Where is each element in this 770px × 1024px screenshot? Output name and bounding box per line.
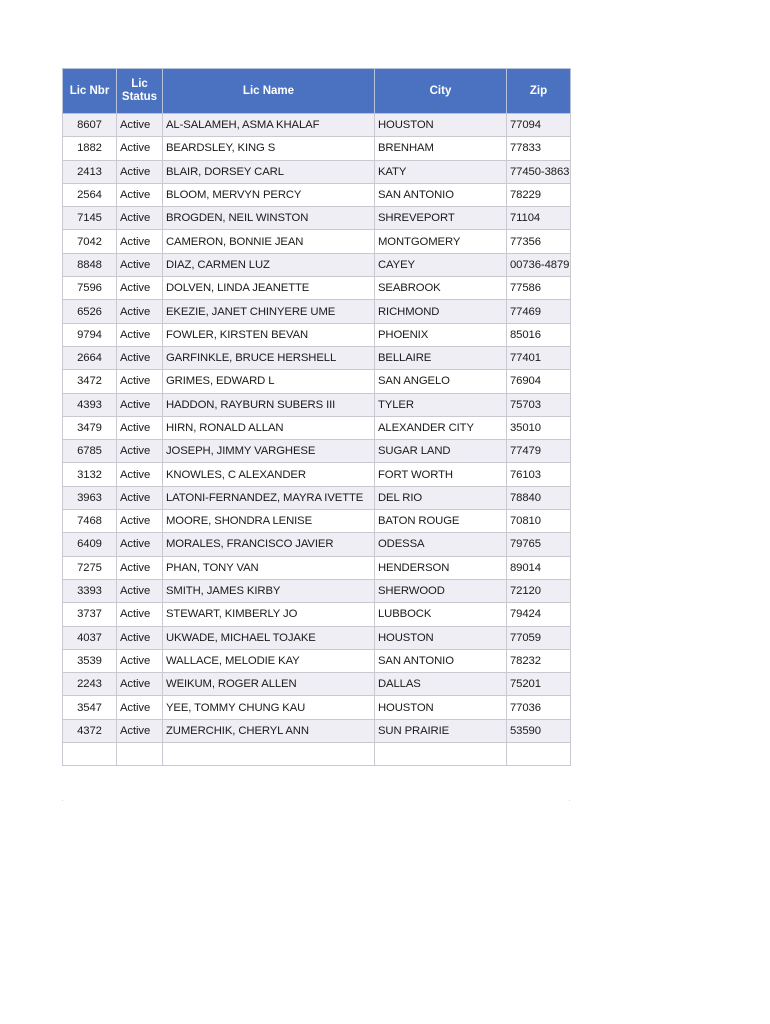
cell-city: LUBBOCK: [375, 603, 507, 626]
table-row: [63, 579, 571, 602]
cell-lic-status: Active: [117, 207, 163, 230]
cell-city: HOUSTON: [375, 696, 507, 719]
table-row: [63, 603, 571, 626]
cell-lic-name: ZUMERCHIK, CHERYL ANN: [163, 719, 375, 742]
cell-lic-name: BEARDSLEY, KING S: [163, 137, 375, 160]
empty-cell: [63, 743, 117, 766]
table-row: [63, 533, 571, 556]
cell-zip: 75703: [507, 393, 571, 416]
cell-lic-nbr: 3472: [63, 370, 117, 393]
cell-city: RICHMOND: [375, 300, 507, 323]
table-row: [63, 393, 571, 416]
footer-mark-right: [569, 800, 570, 801]
cell-lic-nbr: 3393: [63, 579, 117, 602]
cell-lic-status: Active: [117, 696, 163, 719]
cell-lic-status: Active: [117, 673, 163, 696]
cell-zip: 76904: [507, 370, 571, 393]
cell-city: DEL RIO: [375, 486, 507, 509]
cell-city: ALEXANDER CITY: [375, 416, 507, 439]
cell-lic-nbr: 3963: [63, 486, 117, 509]
cell-zip: 77586: [507, 277, 571, 300]
cell-zip: 77094: [507, 114, 571, 137]
header-zip: Zip: [507, 69, 571, 114]
cell-lic-status: Active: [117, 160, 163, 183]
cell-lic-nbr: 2243: [63, 673, 117, 696]
table-row: [63, 440, 571, 463]
cell-lic-nbr: 3539: [63, 649, 117, 672]
header-lic-status: [117, 69, 163, 114]
cell-lic-name: BROGDEN, NEIL WINSTON: [163, 207, 375, 230]
cell-lic-status: Active: [117, 230, 163, 253]
cell-city: MONTGOMERY: [375, 230, 507, 253]
cell-zip: 79765: [507, 533, 571, 556]
cell-city: SAN ANTONIO: [375, 649, 507, 672]
table-row: [63, 556, 571, 579]
cell-zip: 78229: [507, 183, 571, 206]
table-row: [63, 114, 571, 137]
cell-lic-nbr: 3479: [63, 416, 117, 439]
cell-zip: 75201: [507, 673, 571, 696]
cell-lic-nbr: 6409: [63, 533, 117, 556]
cell-city: BRENHAM: [375, 137, 507, 160]
cell-zip: 78232: [507, 649, 571, 672]
empty-cell: [163, 743, 375, 766]
cell-zip: 77450-3863: [507, 160, 571, 183]
cell-lic-name: BLAIR, DORSEY CARL: [163, 160, 375, 183]
cell-lic-status: Active: [117, 137, 163, 160]
cell-zip: 79424: [507, 603, 571, 626]
table-row: [63, 230, 571, 253]
cell-city: SAN ANGELO: [375, 370, 507, 393]
cell-lic-nbr: 4393: [63, 393, 117, 416]
cell-lic-nbr: 7042: [63, 230, 117, 253]
cell-city: BELLAIRE: [375, 346, 507, 369]
cell-lic-status: Active: [117, 556, 163, 579]
table-body: [63, 114, 571, 766]
cell-lic-name: JOSEPH, JIMMY VARGHESE: [163, 440, 375, 463]
table-row: [63, 673, 571, 696]
cell-lic-name: CAMERON, BONNIE JEAN: [163, 230, 375, 253]
cell-lic-name: MORALES, FRANCISCO JAVIER: [163, 533, 375, 556]
table-row: [63, 137, 571, 160]
table-header: [63, 69, 571, 114]
cell-zip: 53590: [507, 719, 571, 742]
cell-lic-status: Active: [117, 510, 163, 533]
cell-lic-name: WEIKUM, ROGER ALLEN: [163, 673, 375, 696]
table-row: [63, 253, 571, 276]
cell-lic-name: KNOWLES, C ALEXANDER: [163, 463, 375, 486]
cell-lic-status: Active: [117, 603, 163, 626]
table-row: [63, 323, 571, 346]
cell-lic-status: Active: [117, 300, 163, 323]
cell-lic-nbr: 2413: [63, 160, 117, 183]
cell-city: KATY: [375, 160, 507, 183]
cell-lic-nbr: 8848: [63, 253, 117, 276]
table-row: [63, 719, 571, 742]
table-row: [63, 207, 571, 230]
cell-lic-name: FOWLER, KIRSTEN BEVAN: [163, 323, 375, 346]
cell-city: PHOENIX: [375, 323, 507, 346]
cell-lic-status: Active: [117, 440, 163, 463]
footer-mark-left: [62, 800, 63, 801]
cell-zip: 72120: [507, 579, 571, 602]
cell-city: SUGAR LAND: [375, 440, 507, 463]
cell-zip: 77356: [507, 230, 571, 253]
cell-zip: 70810: [507, 510, 571, 533]
cell-lic-name: EKEZIE, JANET CHINYERE UME: [163, 300, 375, 323]
cell-zip: 78840: [507, 486, 571, 509]
cell-lic-nbr: 6526: [63, 300, 117, 323]
cell-city: SEABROOK: [375, 277, 507, 300]
cell-city: CAYEY: [375, 253, 507, 276]
cell-zip: 35010: [507, 416, 571, 439]
table-row: [63, 160, 571, 183]
cell-lic-name: YEE, TOMMY CHUNG KAU: [163, 696, 375, 719]
cell-lic-name: WALLACE, MELODIE KAY: [163, 649, 375, 672]
empty-cell: [375, 743, 507, 766]
cell-lic-name: DIAZ, CARMEN LUZ: [163, 253, 375, 276]
cell-lic-status: Active: [117, 416, 163, 439]
cell-lic-status: Active: [117, 370, 163, 393]
cell-city: HOUSTON: [375, 626, 507, 649]
table-row: [63, 183, 571, 206]
cell-city: DALLAS: [375, 673, 507, 696]
cell-zip: 77059: [507, 626, 571, 649]
cell-lic-nbr: 4037: [63, 626, 117, 649]
cell-city: SUN PRAIRIE: [375, 719, 507, 742]
page-footer-marks: [62, 800, 570, 801]
cell-lic-nbr: 2664: [63, 346, 117, 369]
cell-lic-name: DOLVEN, LINDA JEANETTE: [163, 277, 375, 300]
table-row: [63, 463, 571, 486]
cell-lic-nbr: 1882: [63, 137, 117, 160]
cell-lic-name: MOORE, SHONDRA LENISE: [163, 510, 375, 533]
cell-zip: 00736-4879: [507, 253, 571, 276]
table-row: [63, 416, 571, 439]
cell-lic-nbr: 7468: [63, 510, 117, 533]
cell-lic-status: Active: [117, 533, 163, 556]
header-lic-status-line2: Status: [121, 91, 158, 103]
cell-lic-name: AL-SALAMEH, ASMA KHALAF: [163, 114, 375, 137]
cell-city: TYLER: [375, 393, 507, 416]
cell-city: BATON ROUGE: [375, 510, 507, 533]
header-lic-status-line1: Lic: [131, 78, 148, 90]
cell-lic-name: SMITH, JAMES KIRBY: [163, 579, 375, 602]
cell-city: ODESSA: [375, 533, 507, 556]
cell-lic-name: GARFINKLE, BRUCE HERSHELL: [163, 346, 375, 369]
cell-lic-nbr: 7596: [63, 277, 117, 300]
cell-lic-status: Active: [117, 649, 163, 672]
table-row-empty: [63, 743, 571, 766]
cell-city: SHERWOOD: [375, 579, 507, 602]
table-row: [63, 649, 571, 672]
header-lic-nbr: Lic Nbr: [63, 69, 117, 114]
cell-lic-name: HIRN, RONALD ALLAN: [163, 416, 375, 439]
cell-lic-name: LATONI-FERNANDEZ, MAYRA IVETTE: [163, 486, 375, 509]
cell-lic-status: Active: [117, 277, 163, 300]
table-row: [63, 277, 571, 300]
table-row: [63, 626, 571, 649]
table-row: [63, 486, 571, 509]
cell-lic-status: Active: [117, 393, 163, 416]
cell-zip: 77833: [507, 137, 571, 160]
cell-zip: 77036: [507, 696, 571, 719]
cell-lic-name: HADDON, RAYBURN SUBERS III: [163, 393, 375, 416]
cell-lic-status: Active: [117, 253, 163, 276]
cell-city: SHREVEPORT: [375, 207, 507, 230]
table-row: [63, 510, 571, 533]
cell-lic-nbr: 6785: [63, 440, 117, 463]
cell-lic-name: UKWADE, MICHAEL TOJAKE: [163, 626, 375, 649]
cell-zip: 76103: [507, 463, 571, 486]
cell-lic-nbr: 2564: [63, 183, 117, 206]
empty-cell: [507, 743, 571, 766]
cell-city: HOUSTON: [375, 114, 507, 137]
cell-lic-nbr: 3132: [63, 463, 117, 486]
cell-lic-nbr: 9794: [63, 323, 117, 346]
empty-cell: [117, 743, 163, 766]
header-lic-name: Lic Name: [163, 69, 375, 114]
cell-lic-status: Active: [117, 183, 163, 206]
table-row: [63, 300, 571, 323]
cell-zip: 85016: [507, 323, 571, 346]
table-row: [63, 346, 571, 369]
cell-lic-name: PHAN, TONY VAN: [163, 556, 375, 579]
header-city: City: [375, 69, 507, 114]
cell-lic-name: STEWART, KIMBERLY JO: [163, 603, 375, 626]
license-table: [62, 68, 571, 766]
cell-lic-status: Active: [117, 486, 163, 509]
cell-lic-nbr: 4372: [63, 719, 117, 742]
cell-lic-nbr: 3737: [63, 603, 117, 626]
cell-zip: 77401: [507, 346, 571, 369]
cell-zip: 77479: [507, 440, 571, 463]
table-row: [63, 370, 571, 393]
cell-lic-status: Active: [117, 719, 163, 742]
cell-city: HENDERSON: [375, 556, 507, 579]
cell-lic-name: GRIMES, EDWARD L: [163, 370, 375, 393]
cell-lic-status: Active: [117, 323, 163, 346]
cell-zip: 77469: [507, 300, 571, 323]
cell-lic-status: Active: [117, 626, 163, 649]
cell-lic-nbr: 7145: [63, 207, 117, 230]
cell-lic-nbr: 7275: [63, 556, 117, 579]
cell-zip: 71104: [507, 207, 571, 230]
cell-lic-nbr: 3547: [63, 696, 117, 719]
cell-zip: 89014: [507, 556, 571, 579]
cell-lic-nbr: 8607: [63, 114, 117, 137]
cell-city: FORT WORTH: [375, 463, 507, 486]
table-row: [63, 696, 571, 719]
cell-lic-status: Active: [117, 114, 163, 137]
cell-lic-status: Active: [117, 346, 163, 369]
cell-lic-status: Active: [117, 579, 163, 602]
cell-lic-name: BLOOM, MERVYN PERCY: [163, 183, 375, 206]
cell-lic-status: Active: [117, 463, 163, 486]
cell-city: SAN ANTONIO: [375, 183, 507, 206]
